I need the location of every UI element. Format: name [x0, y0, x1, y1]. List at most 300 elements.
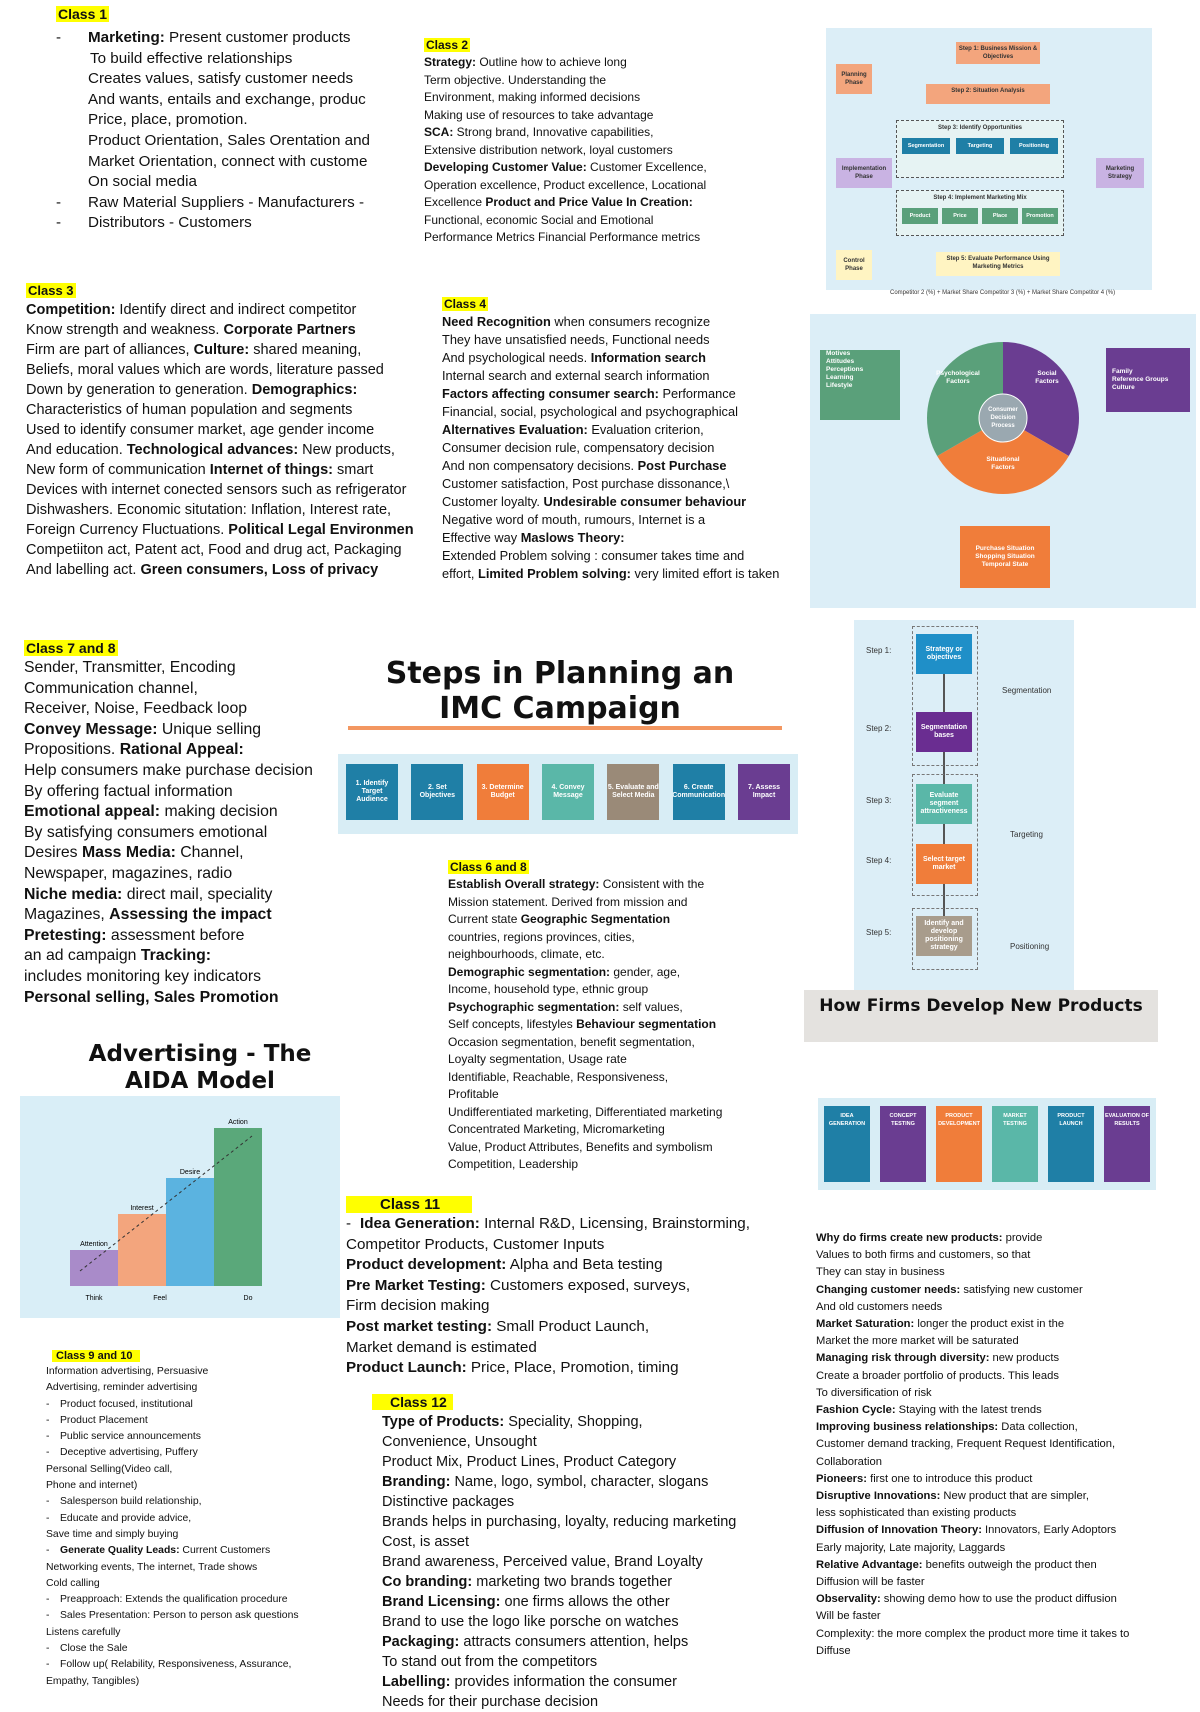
class910-line-text: Product focused, institutional: [60, 1398, 193, 1410]
class12-line-text: Convenience, Unsought: [382, 1434, 537, 1450]
class1-line: [56, 28, 376, 49]
class910-line-text: Salesperson build relationship,: [60, 1496, 202, 1508]
class78-line-text: Communication channel,: [24, 679, 198, 697]
aida-title-line1: Advertising - The: [88, 1041, 312, 1067]
class3-heading: Class 3: [28, 283, 74, 298]
class11-line: [346, 1235, 806, 1256]
class78-line: [24, 864, 334, 885]
class4-line-text: And psychological needs. Information search: [442, 350, 706, 365]
bullet-dash: -: [46, 1545, 50, 1557]
class11-line-text: Pre Market Testing: Customers exposed, surveys,: [346, 1276, 691, 1294]
class12-line: [382, 1632, 792, 1652]
class910-line-text: Empathy, Tangibles): [46, 1675, 140, 1687]
new-product-step: PRODUCT DEVELOPMENT: [936, 1106, 982, 1182]
class4-line: [442, 457, 810, 475]
bullet-dash: -: [346, 1215, 352, 1232]
planning-phase: Implementation Phase: [836, 158, 892, 188]
newprod-line-text: Diffusion will be faster: [816, 1576, 925, 1589]
class68-line: [448, 1086, 778, 1104]
class68-line-text: Self concepts, lifestyles Behaviour segmentation: [448, 1017, 717, 1031]
class12-line: [382, 1532, 792, 1552]
imc-step: 6. Create Communication: [673, 764, 725, 820]
class11-line: [346, 1214, 806, 1235]
stp-group-label: Segmentation: [1002, 686, 1052, 695]
class68-line-text: Income, household type, ethnic group: [448, 982, 649, 996]
new-product-steps-diagram: [818, 1098, 1156, 1190]
bullet-dash: -: [46, 1643, 50, 1655]
class68-line-text: Mission statement. Derived from mission and: [448, 894, 688, 909]
newprod-line-text: Improving business relationships: Data collection,: [816, 1421, 1078, 1434]
class78-line-text: Pretesting: assessment before: [24, 926, 245, 944]
stp-diagram: [854, 620, 1074, 990]
class910-line-text: Sales Presentation: Person to person ask questions: [60, 1610, 299, 1622]
class12-heading: Class 12: [372, 1394, 453, 1410]
class910-line-text: Phone and internet): [46, 1480, 138, 1492]
class910-line: [30, 1380, 350, 1396]
class4-line: [442, 331, 810, 349]
newprod-line-text: Fashion Cycle: Staying with the latest trends: [816, 1404, 1042, 1417]
bullet-dash: -: [46, 1512, 50, 1524]
class910-line-text: Advertising, reminder advertising: [46, 1382, 198, 1394]
class1-line: [56, 131, 376, 152]
class12-line-text: Distinctive packages: [382, 1494, 515, 1510]
newprod-line-text: Complexity: the more complex the product more time it takes to: [816, 1627, 1130, 1640]
class3-line-text: Competiiton act, Patent act, Food and drug act, Packaging: [26, 542, 402, 558]
class78-line-text: Help consumers make purchase decision: [24, 761, 313, 779]
aida-bar: [214, 1128, 262, 1286]
class2-line-text: Extensive distribution network, loyal customers: [424, 142, 673, 157]
class78-line: [24, 905, 334, 926]
newprod-line: [816, 1230, 1186, 1247]
class68-line: [448, 929, 778, 947]
newprod-line-text: And old customers needs: [816, 1300, 943, 1313]
bullet-dash: -: [46, 1431, 50, 1443]
class4-block: [442, 295, 810, 583]
class12-line-text: Branding: Name, logo, symbol, character, slogans: [382, 1474, 709, 1490]
class4-line: [442, 403, 810, 421]
class3-line-text: Dishwashers. Economic situtation: Inflation, Interest rate,: [26, 502, 392, 518]
imc-underline: [348, 726, 782, 730]
class910-line-text: Public service announcements: [60, 1431, 201, 1443]
class2-line-text: Excellence Product and Price Value In Creation:: [424, 195, 693, 209]
factor-item: Learning: [826, 374, 854, 381]
class2-heading: Class 2: [426, 38, 469, 52]
factor-item: Temporal State: [981, 561, 1029, 568]
class3-line-text: And labelling act. Green consumers, Loss of privacy: [26, 562, 379, 578]
class3-line-text: Firm are part of alliances, Culture: shared meaning,: [26, 342, 362, 358]
newprod-line: [816, 1368, 1186, 1385]
newprod-line: [816, 1350, 1186, 1367]
newprod-line-text: Market the more market will be saturated: [816, 1335, 1019, 1348]
class910-line: [30, 1674, 350, 1690]
class1-block: [56, 6, 376, 234]
class78-block: [24, 640, 334, 1008]
class2-line-text: Making use of resources to take advantage: [424, 107, 654, 122]
factor-item: Culture: [1112, 384, 1135, 391]
newprod-line: [816, 1471, 1186, 1488]
newprod-line-text: Observality: showing demo how to use the product diffusion: [816, 1593, 1117, 1606]
class4-line-text: Customer loyalty. Undesirable consumer behaviour: [442, 494, 747, 509]
class12-line: [382, 1672, 792, 1692]
class4-line: [442, 439, 810, 457]
class1-line-text: Product Orientation, Sales Orentation and: [88, 131, 370, 149]
aida-chart: [20, 1096, 340, 1318]
class78-line: [24, 926, 334, 947]
class1-line-text: Market Orientation, connect with custome: [88, 152, 368, 170]
stp-pos-group: [912, 908, 978, 970]
aida-axis-label: Think: [85, 1295, 103, 1302]
class3-line: [26, 520, 434, 540]
class68-line-text: Concentrated Marketing, Micromarketing: [448, 1122, 665, 1136]
newprod-line: [816, 1540, 1186, 1557]
stp-tgt-group: [912, 774, 978, 896]
class1-line: [56, 193, 376, 214]
class4-line-text: Customer satisfaction, Post purchase dissonance,\: [442, 476, 730, 491]
factor-item: Attitudes: [826, 358, 855, 365]
class2-line: [424, 89, 764, 107]
class910-line-text: Save time and simply buying: [46, 1528, 179, 1540]
class2-lines: [424, 54, 764, 247]
planning-sub4: Promotion: [1022, 208, 1058, 224]
class3-line-text: Used to identify consumer market, age gender income: [26, 422, 375, 438]
class910-line-text: Educate and provide advice,: [60, 1512, 192, 1524]
bullet-dash: -: [56, 214, 62, 232]
class12-line-text: Needs for their purchase decision: [382, 1694, 599, 1710]
class4-line: [442, 493, 810, 511]
class4-line: [442, 547, 810, 565]
new-product-step: IDEA GENERATION: [824, 1106, 870, 1182]
class3-line: [26, 420, 434, 440]
class12-line: [382, 1572, 792, 1592]
class2-line-text: Functional, economic Social and Emotional: [424, 212, 654, 227]
class68-line: [448, 981, 778, 999]
class910-line-text: Information advertising, Persuasive: [46, 1366, 209, 1377]
class4-lines: [442, 313, 810, 583]
class12-line: [382, 1492, 792, 1512]
class910-line-text: Networking events, The internet, Trade shows: [46, 1561, 258, 1573]
class910-line: [30, 1429, 350, 1445]
class2-line: [424, 72, 764, 90]
class11-line-text: Product Launch: Price, Place, Promotion, timing: [346, 1359, 679, 1377]
class78-line-text: Desires Mass Media: Channel,: [24, 844, 244, 862]
newprod-line: [816, 1436, 1186, 1453]
newprod-line: [816, 1557, 1186, 1574]
class4-line-text: Consumer decision rule, compensatory decision: [442, 440, 715, 455]
newprod-line: [816, 1488, 1186, 1505]
aida-bar-label: Action: [228, 1119, 248, 1126]
class1-line: [56, 172, 376, 193]
class910-line: [30, 1413, 350, 1429]
class11-line: [346, 1358, 806, 1379]
class2-line: [424, 124, 764, 142]
imc-step: 3. Determine Budget: [477, 764, 529, 820]
class11-line: [346, 1296, 806, 1317]
class910-line-text: Cold calling: [46, 1577, 100, 1589]
class2-line: [424, 194, 764, 212]
class11-line-text: Competitor Products, Customer Inputs: [346, 1235, 605, 1253]
class78-line: [24, 946, 334, 967]
class78-line-text: Sender, Transmitter, Encoding: [24, 659, 236, 676]
class68-lines: [448, 876, 778, 1174]
class78-line: [24, 885, 334, 906]
class11-line: [346, 1276, 806, 1297]
class78-line-text: By offering factual information: [24, 782, 233, 800]
class68-line: [448, 964, 778, 982]
newprod-line: [816, 1574, 1186, 1591]
class4-line-text: Alternatives Evaluation: Evaluation criterion,: [442, 422, 704, 437]
class12-line-text: Cost, is asset: [382, 1534, 470, 1550]
class1-line-text: To build effective relationships: [90, 49, 293, 67]
class68-line-text: Psychographic segmentation: self values,: [448, 999, 683, 1014]
newprod-line: [816, 1282, 1186, 1299]
class3-line-text: And education. Technological advances: New products,: [26, 442, 395, 458]
class1-lines: [56, 28, 376, 234]
stp-step-label: Step 5:: [866, 928, 892, 937]
class3-line: [26, 400, 434, 420]
newprod-line-text: less sophisticated than existing products: [816, 1507, 1017, 1520]
class12-line-text: Brand Licensing: one firms allows the other: [382, 1594, 670, 1610]
class1-line-text: Creates values, satisfy customer needs: [88, 70, 354, 88]
class78-line: [24, 699, 334, 720]
bullet-dash: -: [46, 1447, 50, 1459]
class3-line-text: Foreign Currency Fluctuations. Political Legal Environmen: [26, 522, 414, 538]
imc-step: 5. Evaluate and Select Media: [607, 764, 659, 820]
class78-line-text: By satisfying consumers emotional: [24, 823, 268, 841]
newprod-line-text: Collaboration: [816, 1455, 882, 1468]
class11-lines: [346, 1214, 806, 1379]
newprod-line: [816, 1591, 1186, 1608]
aida-svg: [20, 1096, 340, 1318]
newprod-line: [816, 1402, 1186, 1419]
bullet-dash: -: [46, 1398, 50, 1410]
imc-step: 2. Set Objectives: [411, 764, 463, 820]
stp-group-label: Positioning: [1010, 942, 1050, 951]
newprod-line: [816, 1454, 1186, 1471]
class4-line-text: Internal search and external search information: [442, 368, 710, 383]
class68-line: [448, 946, 778, 964]
class1-line: [56, 90, 376, 111]
class68-line: [448, 1104, 778, 1122]
class2-line-text: SCA: Strong brand, Innovative capabilities,: [424, 125, 654, 139]
stp-group-label: Targeting: [1010, 830, 1043, 839]
class68-line: [448, 1034, 778, 1052]
class78-line: [24, 843, 334, 864]
imc-title: [340, 656, 780, 726]
newprod-line: [816, 1626, 1186, 1643]
aida-bar-label: Interest: [130, 1205, 154, 1212]
class910-line: [30, 1527, 350, 1543]
class68-block: [448, 858, 778, 1174]
seg-label: Social Factors: [1035, 370, 1059, 385]
class11-line-text: Firm decision making: [346, 1297, 490, 1315]
class12-line-text: Product Mix, Product Lines, Product Category: [382, 1454, 677, 1470]
class3-line: [26, 340, 434, 360]
bullet-dash: -: [46, 1594, 50, 1606]
planning-step: Step 1: Business Mission & Objectives: [956, 42, 1040, 64]
new-product-step: EVALUATION OF RESULTS: [1104, 1106, 1150, 1182]
class78-line: [24, 761, 334, 782]
class910-line: [30, 1543, 350, 1559]
newprod-line-text: Relative Advantage: benefits outweigh the product then: [816, 1558, 1097, 1571]
aida-axis-label: Feel: [153, 1295, 167, 1302]
planning-sub4: Price: [942, 208, 978, 224]
newprod-line-text: Diffuse: [816, 1644, 851, 1657]
class68-line: [448, 999, 778, 1017]
class78-line-text: Magazines, Assessing the impact: [24, 906, 272, 924]
class68-line-text: Occasion segmentation, benefit segmentation,: [448, 1034, 695, 1049]
class68-line: [448, 1016, 778, 1034]
class4-line-text: Need Recognition when consumers recognize: [442, 314, 711, 329]
newprod-line: [816, 1419, 1186, 1436]
class11-line: [346, 1317, 806, 1338]
class910-line-text: Generate Quality Leads: Current Customers: [60, 1545, 271, 1557]
class3-line-text: Know strength and weakness. Corporate Partners: [26, 322, 356, 338]
newprod-line: [816, 1522, 1186, 1539]
newprod-line: [816, 1264, 1186, 1281]
bullet-dash: -: [46, 1610, 50, 1622]
class910-line: [30, 1462, 350, 1478]
class910-line: [30, 1576, 350, 1592]
newprod-line-text: Changing customer needs: satisfying new customer: [816, 1283, 1083, 1296]
class68-line: [448, 911, 778, 929]
marketing-planning-diagram: [826, 28, 1152, 290]
class3-line-text: Down by generation to generation. Demographics:: [26, 382, 358, 398]
class910-line: [30, 1657, 350, 1673]
class2-line-text: Performance Metrics Financial Performance metrics: [424, 230, 701, 244]
class910-line: [30, 1445, 350, 1461]
newprod-line-text: Early majority, Late majority, Laggards: [816, 1541, 1006, 1554]
class4-line-text: Negative word of mouth, rumours, Internet is a: [442, 512, 706, 527]
psychological-factors-box: [820, 350, 900, 420]
class3-line-text: Beliefs, moral values which are words, literature passed: [26, 362, 384, 378]
class3-line: [26, 460, 434, 480]
class910-line-text: Listens carefully: [46, 1626, 121, 1638]
aida-bar: [70, 1250, 118, 1286]
class910-line: [30, 1641, 350, 1657]
class910-line: [30, 1560, 350, 1576]
class78-line-text: includes monitoring key indicators: [24, 967, 262, 985]
class3-line-text: Devices with internet conected sensors such as refrigerator: [26, 482, 407, 498]
class78-heading: Class 7 and 8: [26, 640, 116, 656]
class2-line-text: Developing Customer Value: Customer Excellence,: [424, 160, 707, 174]
seg-label: Psychological Factors: [936, 370, 980, 385]
class68-line: [448, 1069, 778, 1087]
class4-line: [442, 565, 810, 583]
class12-line: [382, 1552, 792, 1572]
class78-line: [24, 782, 334, 803]
class1-line: [56, 110, 376, 131]
class12-line: [382, 1592, 792, 1612]
newprod-line: [816, 1333, 1186, 1350]
newprod-line: [816, 1299, 1186, 1316]
planning-sub3: Segmentation: [902, 138, 950, 154]
new-products-title-banner: [804, 990, 1158, 1042]
class4-line-text: Factors affecting consumer search: Performance: [442, 386, 736, 401]
class78-line: [24, 802, 334, 823]
class4-line: [442, 385, 810, 403]
class910-heading: Class 9 and 10: [52, 1350, 140, 1362]
class68-line-text: Loyalty segmentation, Usage rate: [448, 1052, 627, 1066]
class11-heading: Class 11: [346, 1196, 472, 1213]
planning-step: Step 2: Situation Analysis: [926, 84, 1050, 104]
class1-line-text: Distributors - Customers: [88, 214, 252, 232]
class2-block: [424, 36, 764, 247]
new-product-step: CONCEPT TESTING: [880, 1106, 926, 1182]
class3-line: [26, 500, 434, 520]
planning-phase: Control Phase: [836, 250, 872, 280]
class11-line: [346, 1338, 806, 1359]
class78-line-text: Receiver, Noise, Feedback loop: [24, 700, 248, 718]
class12-line-text: Packaging: attracts consumers attention, helps: [382, 1634, 689, 1650]
class12-line-text: To stand out from the competitors: [382, 1654, 598, 1670]
newprod-line: [816, 1505, 1186, 1522]
class4-line-text: They have unsatisfied needs, Functional needs: [442, 332, 710, 347]
class910-line: [30, 1592, 350, 1608]
class68-line-text: countries, regions provinces, cities,: [448, 929, 635, 944]
planning-phase: Marketing Strategy: [1096, 158, 1144, 188]
class12-line-text: Type of Products: Speciality, Shopping,: [382, 1414, 643, 1430]
class3-lines: [26, 300, 434, 580]
newprod-line-text: Values to both firms and customers, so that: [816, 1249, 1031, 1262]
factor-item: Family: [1112, 368, 1133, 375]
class78-line: [24, 988, 334, 1009]
newprod-line: [816, 1316, 1186, 1333]
class3-line: [26, 440, 434, 460]
class910-line: [30, 1608, 350, 1624]
class68-line-text: Current state Geographic Segmentation: [448, 912, 671, 926]
newprod-line-text: Market Saturation: longer the product exist in the: [816, 1318, 1065, 1331]
class910-line-text: Personal Selling(Video call,: [46, 1463, 173, 1475]
class68-line: [448, 1156, 778, 1174]
class12-line: [382, 1412, 792, 1432]
class12-line-text: Brand awareness, Perceived value, Brand Loyalty: [382, 1554, 703, 1570]
new-product-step: PRODUCT LAUNCH: [1048, 1106, 1094, 1182]
class68-line-text: Profitable: [448, 1087, 499, 1101]
class78-lines: [24, 658, 334, 1008]
bullet-dash: -: [46, 1496, 50, 1508]
newprod-line-text: Customer demand tracking, Frequent Request Identification,: [816, 1438, 1116, 1451]
situational-factors-box: [960, 526, 1050, 588]
class910-line-text: Deceptive advertising, Puffery: [60, 1447, 198, 1459]
class68-line-text: Demographic segmentation: gender, age,: [448, 964, 681, 979]
planning-sub3: Positioning: [1010, 138, 1058, 154]
class12-block: [372, 1394, 792, 1712]
newprod-line-text: Why do firms create new products: provide: [816, 1232, 1043, 1244]
class1-line: [56, 213, 376, 234]
class68-line-text: Undifferentiated marketing, Differentiated marketing: [448, 1104, 723, 1119]
class12-line: [382, 1512, 792, 1532]
class3-line: [26, 480, 434, 500]
class910-line-text: Product Placement: [60, 1414, 148, 1426]
class78-line: [24, 720, 334, 741]
aida-bar: [166, 1178, 214, 1286]
bullet-dash: -: [56, 29, 62, 46]
class78-line: [24, 823, 334, 844]
imc-step: 7. Assess Impact: [738, 764, 790, 820]
newprod-line-text: To diversification of risk: [816, 1386, 932, 1399]
planning-phase: Planning Phase: [836, 64, 872, 94]
class68-line-text: Value, Product Attributes, Benefits and symbolism: [448, 1139, 713, 1154]
class12-line: [382, 1612, 792, 1632]
class78-line-text: Emotional appeal: making decision: [24, 803, 278, 821]
newprod-line-text: Managing risk through diversity: new products: [816, 1352, 1060, 1365]
class1-line-text: Price, place, promotion.: [88, 111, 248, 129]
class910-block: [30, 1346, 350, 1690]
class12-line-text: Labelling: provides information the consumer: [382, 1674, 677, 1690]
class78-line-text: an ad campaign Tracking:: [24, 947, 212, 965]
newprod-line: [816, 1608, 1186, 1625]
imc-step: 1. Identify Target Audience: [346, 764, 398, 820]
